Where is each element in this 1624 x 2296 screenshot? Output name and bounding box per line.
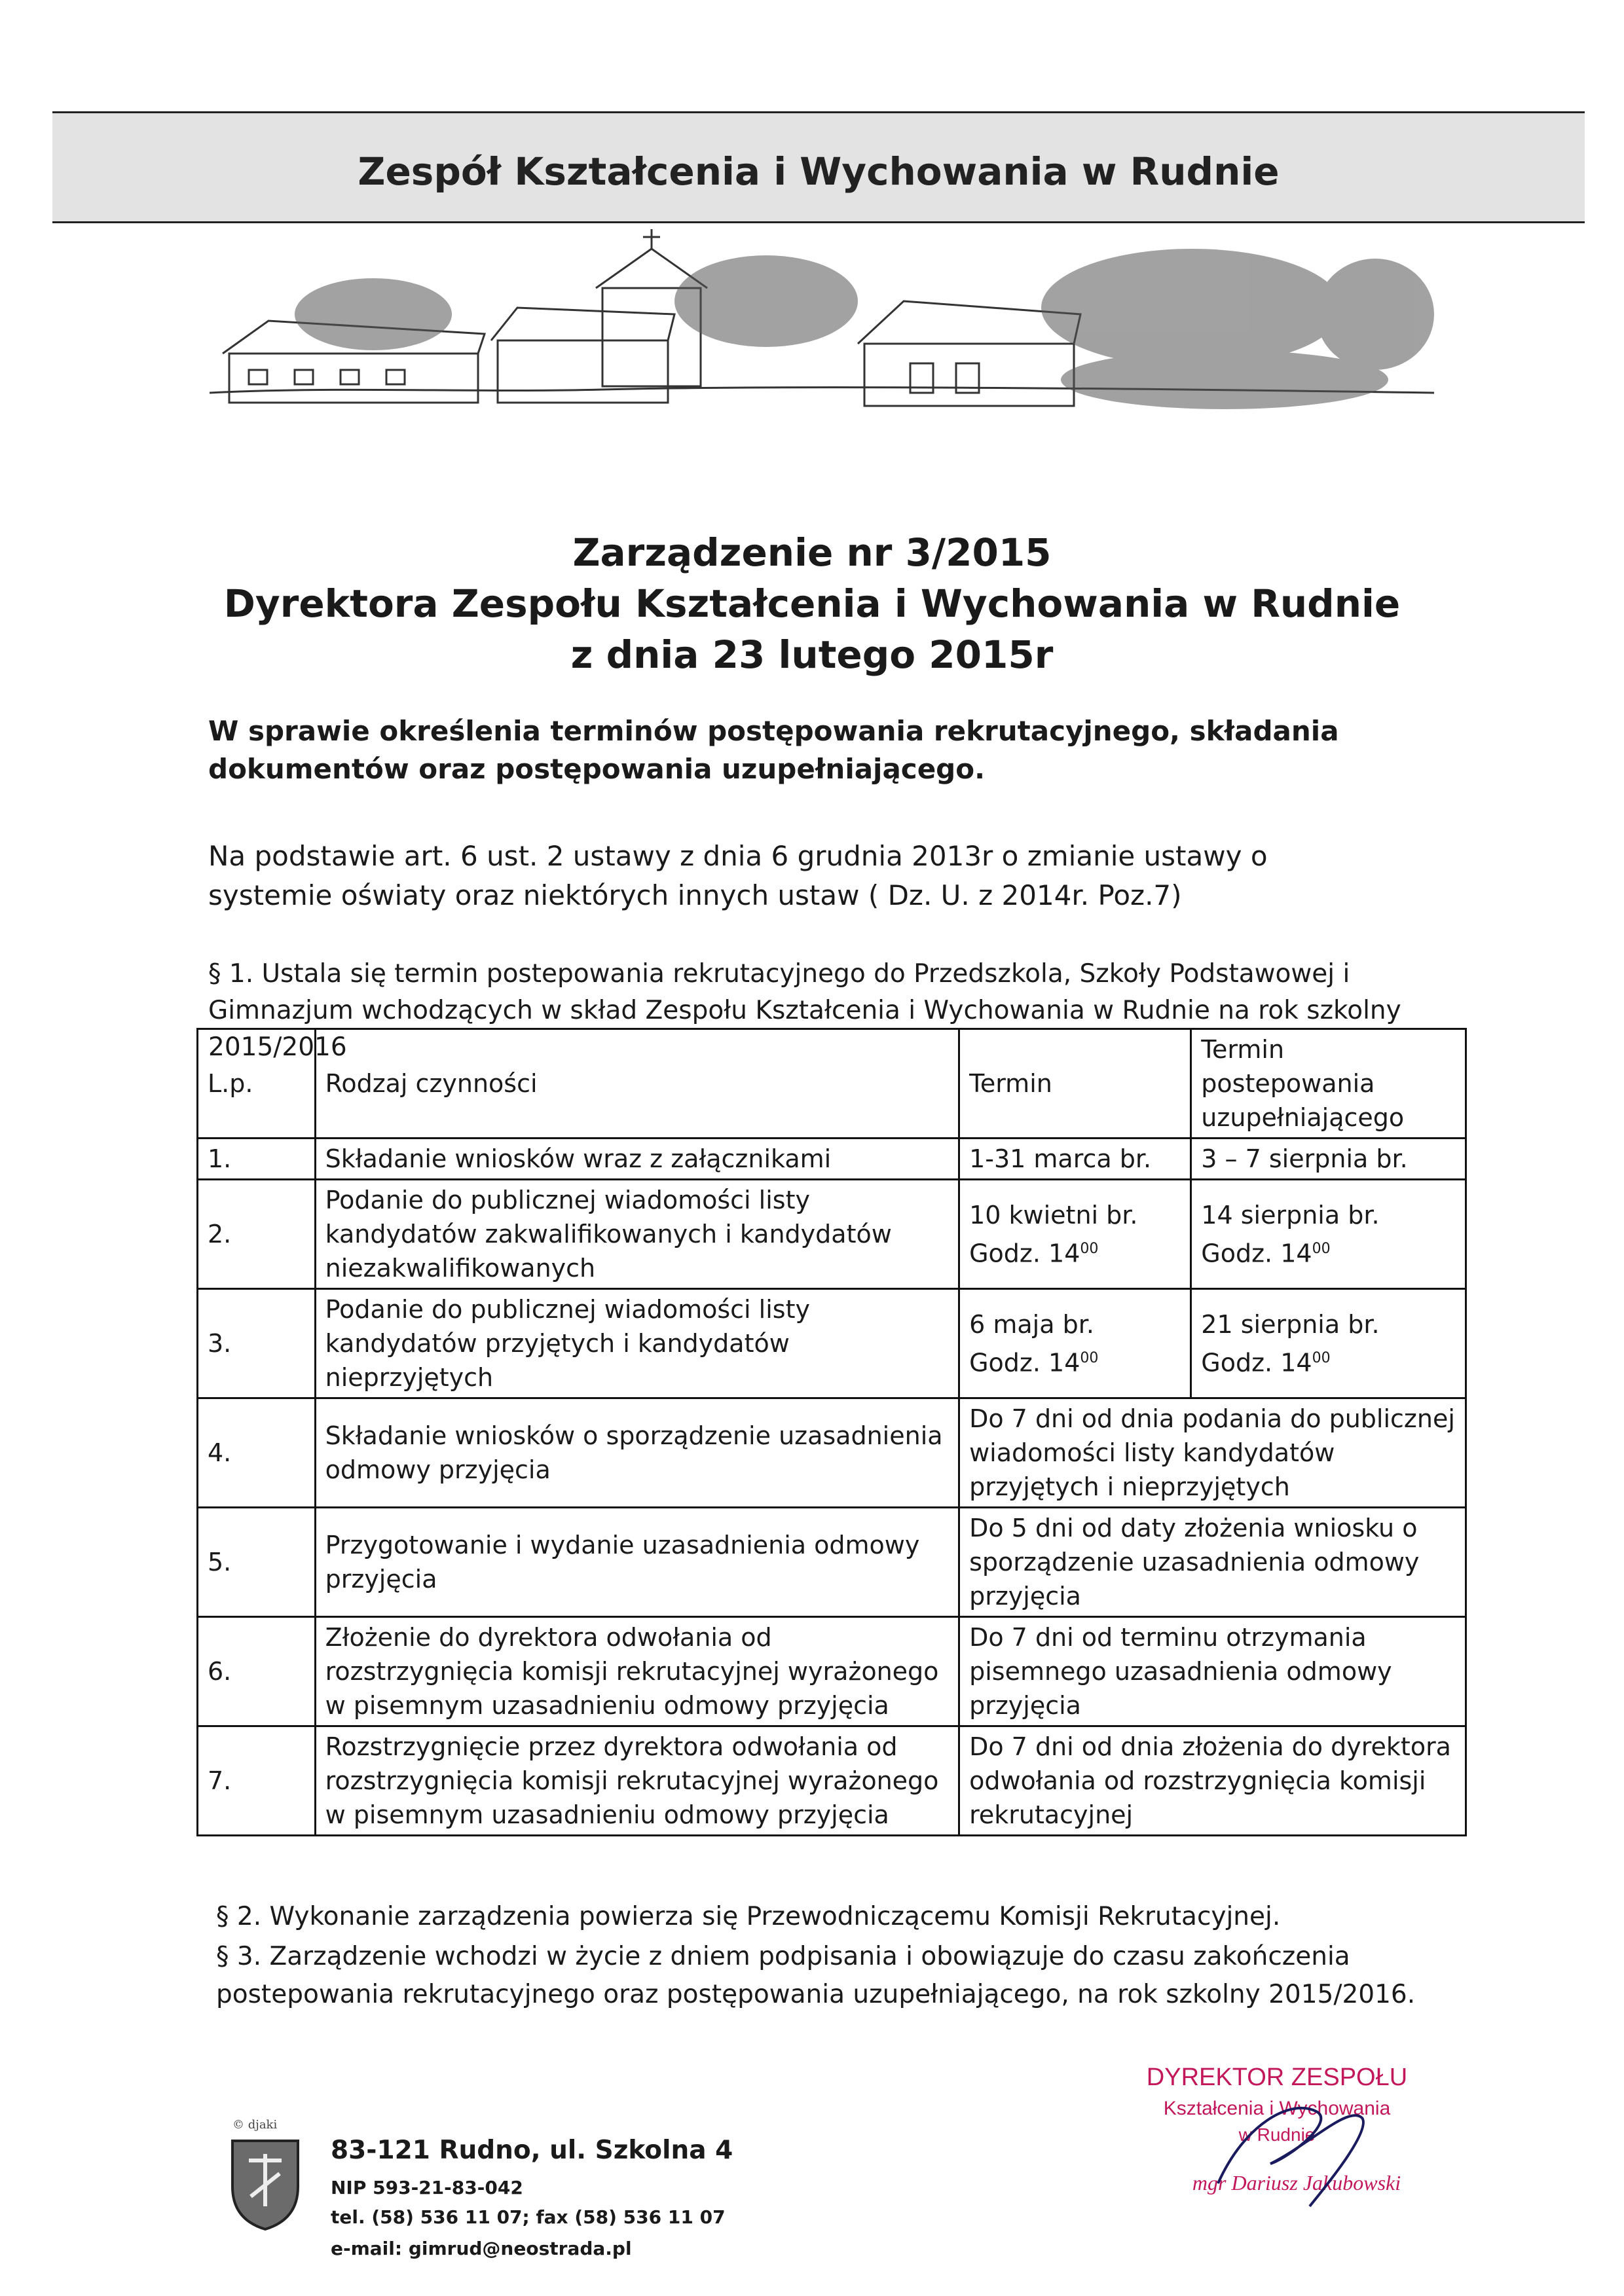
hour-minutes: 00 <box>1080 1349 1099 1366</box>
row-term <box>959 1289 1191 1398</box>
document-title: Zarządzenie nr 3/2015 <box>572 530 1052 575</box>
row-activity: Składanie wniosków o sporządzenie uzasadnienia odmowy przyjęcia <box>315 1398 959 1508</box>
footer-email: e-mail: gimrud@neostrada.pl <box>331 2238 632 2259</box>
footer-nip: NIP 593-21-83-042 <box>331 2177 523 2198</box>
hour-minutes: 00 <box>1312 1240 1331 1257</box>
row-activity: Składanie wniosków wraz z załącznikami <box>315 1139 959 1180</box>
row-deadline: Do 7 dni od terminu otrzymania pisemnego uzasadnienia odmowy przyjęcia <box>959 1617 1466 1726</box>
row-supplementary-term: 3 – 7 sierpnia br. <box>1191 1139 1466 1180</box>
hour-minutes: 00 <box>1312 1349 1331 1366</box>
row-lp: 7. <box>198 1726 316 1836</box>
row-deadline: Do 7 dni od dnia podania do publicznej wiadomości listy kandydatów przyjętych i nieprzyjętych <box>959 1398 1466 1508</box>
row-deadline: Do 5 dni od daty złożenia wniosku o sporządzenie uzasadnienia odmowy przyjęcia <box>959 1508 1466 1617</box>
table-row <box>198 1617 1466 1726</box>
footer-address: 83-121 Rudno, ul. Szkolna 4 <box>331 2136 733 2165</box>
supp-date: 21 sierpnia br. <box>1201 1309 1380 1339</box>
row-activity: Podanie do publicznej wiadomości listy kandydatów zakwalifikowanych i kandydatów niezakwalifikowanych <box>315 1180 959 1289</box>
hour-minutes: 00 <box>1080 1240 1099 1257</box>
supp-hour: Godz. 14 <box>1201 1348 1312 1377</box>
header-activity: Rodzaj czynności <box>315 1029 959 1139</box>
school-emblem-icon <box>226 2134 304 2232</box>
table-row <box>198 1180 1466 1289</box>
row-lp: 4. <box>198 1398 316 1508</box>
stamp-line-1: DYREKTOR ZESPOŁU <box>1146 2064 1408 2091</box>
stamp-line-2: Kształcenia i Wychowania <box>1163 2098 1391 2119</box>
table-row <box>198 1726 1466 1836</box>
term-hour: Godz. 14 <box>969 1348 1080 1377</box>
stamp-line-4: mgr Dariusz Jakubowski <box>1192 2171 1401 2195</box>
stamp-line-3: w Rudnie <box>1238 2124 1316 2145</box>
table-row <box>198 1508 1466 1617</box>
supp-date: 14 sierpnia br. <box>1201 1200 1380 1230</box>
header-term: Termin <box>959 1029 1191 1139</box>
row-lp: 6. <box>198 1617 316 1726</box>
header-lp: L.p. <box>198 1029 316 1139</box>
supp-hour: Godz. 14 <box>1201 1239 1312 1268</box>
row-activity: Przygotowanie i wydanie uzasadnienia odmowy przyjęcia <box>315 1508 959 1617</box>
logo-credit: © djaki <box>232 2118 278 2132</box>
legal-basis-text: Na podstawie art. 6 ust. 2 ustawy z dnia 6 grudnia 2013r o zmianie ustawy o systemie oświaty oraz niektórych innych ustaw ( Dz. U. z 2014r. Poz.7) <box>208 840 1268 911</box>
row-activity: Złożenie do dyrektora odwołania od rozstrzygnięcia komisji rekrutacyjnej wyrażonego w pisemnym uzasadnieniu odmowy przyjęcia <box>315 1617 959 1726</box>
subject-text: W sprawie określenia terminów postępowania rekrutacyjnego, składania dokumentów oraz postępowania uzupełniającego. <box>208 715 1339 785</box>
row-lp: 1. <box>198 1139 316 1180</box>
school-name: Zespół Kształcenia i Wychowania w Rudnie <box>358 149 1280 194</box>
document-issuer: Dyrektora Zespołu Kształcenia i Wychowania w Rudnie <box>223 581 1401 626</box>
row-deadline: Do 7 dni od dnia złożenia do dyrektora odwołania od rozstrzygnięcia komisji rekrutacyjnej <box>959 1726 1466 1836</box>
row-term <box>959 1180 1191 1289</box>
term-date: 10 kwietni br. <box>969 1200 1138 1230</box>
term-date: 6 maja br. <box>969 1309 1094 1339</box>
term-hour: Godz. 14 <box>969 1239 1080 1268</box>
row-activity: Podanie do publicznej wiadomości listy kandydatów przyjętych i kandydatów nieprzyjętych <box>315 1289 959 1398</box>
recruitment-schedule-table <box>196 1028 1467 1836</box>
table-row <box>198 1289 1466 1398</box>
row-supplementary-term <box>1191 1289 1466 1398</box>
row-activity: Rozstrzygnięcie przez dyrektora odwołania od rozstrzygnięcia komisji rekrutacyjnej wyrażonego w pisemnym uzasadnieniu odmowy przyjęcia <box>315 1726 959 1836</box>
row-lp: 5. <box>198 1508 316 1617</box>
paragraph-2: § 2. Wykonanie zarządzenia powierza się Przewodniczącemu Komisji Rekrutacyjnej. <box>216 1902 1281 1931</box>
row-term: 1-31 marca br. <box>959 1139 1191 1180</box>
director-stamp <box>1074 2059 1480 2210</box>
header-supplementary-term: Termin postepowania uzupełniającego <box>1191 1029 1466 1139</box>
paragraph-1: § 1. Ustala się termin postepowania rekrutacyjnego do Przedszkola, Szkoły Podstawowej i Gimnazjum wchodzących w skład Zespołu Kształcenia i Wychowania w Rudnie na rok szkolny 2015/2016 <box>208 959 1401 1062</box>
footer-phone: tel. (58) 536 11 07; fax (58) 536 11 07 <box>331 2206 726 2228</box>
row-supplementary-term <box>1191 1180 1466 1289</box>
table-row <box>198 1139 1466 1180</box>
document-date: z dnia 23 lutego 2015r <box>570 632 1054 677</box>
row-lp: 2. <box>198 1180 316 1289</box>
table-header-row <box>198 1029 1466 1139</box>
row-lp: 3. <box>198 1289 316 1398</box>
table-row <box>198 1398 1466 1508</box>
paragraph-3: § 3. Zarządzenie wchodzi w życie z dniem podpisania i obowiązuje do czasu zakończenia postepowania rekrutacyjnego oraz postępowania uzupełniającego, na rok szkolny 2015/2016. <box>216 1942 1416 2009</box>
village-sketch-illustration <box>210 229 1434 452</box>
